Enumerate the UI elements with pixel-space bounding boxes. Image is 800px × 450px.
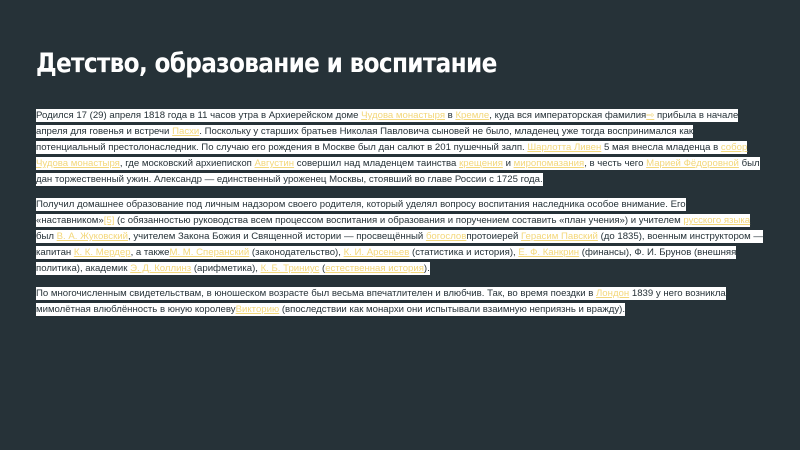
text-run: (впоследствии как монархи они испытывали взаимную неприязнь и вражду).: [279, 304, 625, 315]
text-run: Родился 17 (29) апреля 1818 года в 11 часов утра в Архиерейском доме: [36, 110, 362, 121]
inline-link[interactable]: ⇨: [646, 110, 655, 121]
slide-title: Детство, образование и воспитание: [36, 48, 497, 79]
text-run: По многочисленным свидетельствам, в юношеском возрасте был весьма впечатлителен и влюбчив. Так, во время поездки в: [36, 288, 597, 299]
inline-link[interactable]: собор Чудова монастыря: [36, 142, 748, 169]
inline-link[interactable]: К. И. Арсеньев: [343, 247, 410, 258]
text-run: (законодательство),: [249, 247, 344, 258]
paragraph-birth: [36, 108, 764, 188]
text-run: (с обязанностью руководства всем процессом воспитания и образования и поручением составить «план учения») и учителем: [114, 215, 684, 226]
paragraph-education: [36, 197, 764, 277]
text-run: (до 1835), военным инструктором — капитан: [36, 231, 763, 258]
text-run: в: [445, 110, 456, 121]
text-run: совершил над младенцем таинства: [294, 158, 460, 169]
paragraph-text: [36, 109, 760, 186]
inline-link[interactable]: Пасхи: [172, 126, 200, 137]
text-run: , куда вся императорская фамилия: [489, 110, 647, 121]
inline-link[interactable]: К. К. Мердер: [73, 247, 131, 258]
text-run: (статистика и история),: [409, 247, 519, 258]
inline-link[interactable]: Марией Фёдоровной: [646, 158, 739, 169]
text-run: 5 мая внесла младенца в: [601, 142, 721, 153]
inline-link[interactable]: Чудова монастыря: [361, 110, 446, 121]
inline-link[interactable]: [5]: [103, 215, 115, 226]
inline-link[interactable]: естественная история: [325, 263, 424, 274]
inline-link[interactable]: Викторию: [235, 304, 280, 315]
inline-link[interactable]: Кремле: [455, 110, 490, 121]
slide-body: [36, 108, 764, 327]
text-run: прибыла в начале апреля для говенья и встречи: [36, 110, 739, 137]
inline-link[interactable]: Шарлотта Ливен: [527, 142, 602, 153]
inline-link[interactable]: Е. Ф. Канкрин: [518, 247, 580, 258]
inline-link[interactable]: Герасим Павский: [521, 231, 598, 242]
inline-link[interactable]: крещения: [459, 158, 503, 169]
paragraph-text: [36, 287, 726, 316]
text-run: , а также: [130, 247, 170, 258]
inline-link[interactable]: Э. Д. Коллинз: [130, 263, 192, 274]
text-run: (финансы), Ф. И. Брунов (внешняя политика), академик: [36, 247, 737, 274]
inline-link[interactable]: В. А. Жуковский: [56, 231, 129, 242]
text-run: был дан торжественный ужин. Александр — единственный уроженец Москвы, стоявший во главе России с 1725 года.: [36, 158, 760, 185]
inline-link[interactable]: богослов: [425, 231, 467, 242]
text-run: (арифметика),: [191, 263, 261, 274]
inline-link[interactable]: русского языка: [683, 215, 751, 226]
text-run: , учителем Закона Божия и Священной истории — просвещённый: [128, 231, 426, 242]
text-run: Получил домашнее образование под личным надзором своего родителя, который уделял вопросу воспитания наследника особое внимание. Его «наставником»: [36, 199, 686, 226]
text-run: ).: [423, 263, 430, 274]
text-run: , в честь чего: [584, 158, 647, 169]
text-run: протоиерей: [466, 231, 521, 242]
text-run: (: [319, 263, 326, 274]
inline-link[interactable]: Августин: [254, 158, 295, 169]
inline-link[interactable]: М. М. Сперанский: [169, 247, 250, 258]
text-run: 1839 у него возникла мимолётная влюблённость в юную королеву: [36, 288, 726, 315]
text-run: и: [502, 158, 514, 169]
inline-link[interactable]: миропомазания: [513, 158, 585, 169]
paragraph-youth: [36, 286, 764, 318]
paragraph-text: [36, 198, 763, 275]
text-run: , где московский архиепископ: [119, 158, 255, 169]
inline-link[interactable]: К. Б. Триниус: [260, 263, 320, 274]
text-run: . Поскольку у старших братьев Николая Павловича сыновей не было, младенец уже тогда воспринимался как потенциальный престолонаследник. По случаю его рождения в Москве был дан салют в 201 пушечный залп.: [36, 126, 694, 153]
inline-link[interactable]: Лондон: [596, 288, 630, 299]
text-run: был: [36, 231, 57, 242]
